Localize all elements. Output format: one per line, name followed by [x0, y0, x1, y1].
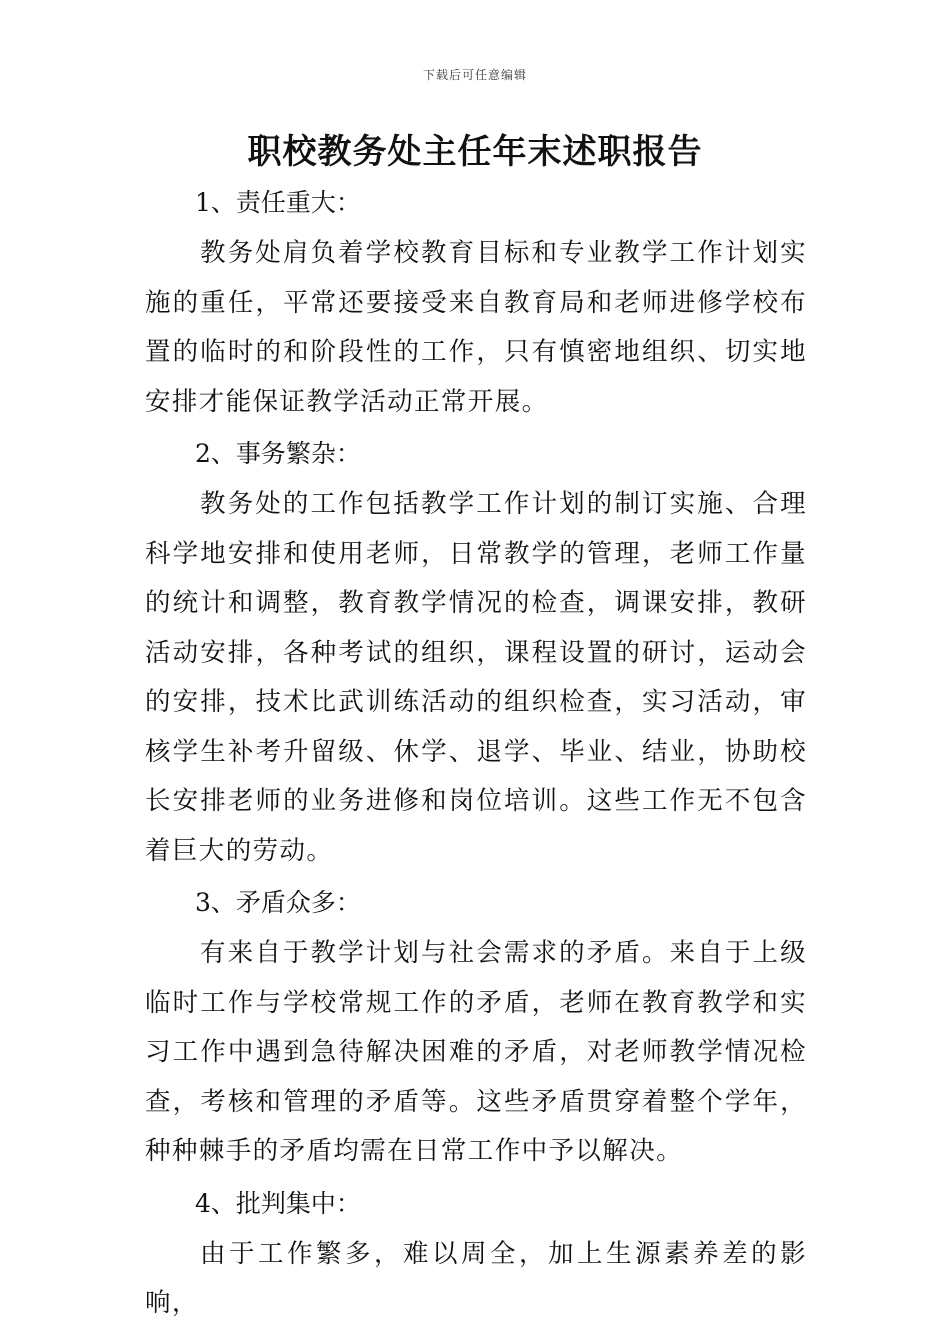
section-paragraph: 教务处的工作包括教学工作计划的制订实施、合理科学地安排和使用老师，日常教学的管理，老师工作量的统计和调整，教育教学情况的检查，调课安排，教研活动安排，各种考试的组织，课程设置的研讨，运动会的安排，技术比武训练活动的组织检查，实习活动，审核学生补考升留级、休学、退学、毕业、结业，协助校长安排老师的业务进修和岗位培训。这些工作无不包含着巨大的劳动。 — [145, 489, 807, 866]
section-paragraph: 教务处肩负着学校教育目标和专业教学工作计划实施的重任，平常还要接受来自教育局和老师进修学校布置的临时的和阶段性的工作，只有慎密地组织、切实地安排才能保证教学活动正常开展。 — [145, 238, 807, 417]
section-heading: 2、事务繁杂： — [195, 439, 361, 468]
document-body — [145, 178, 807, 1331]
section-paragraph: 由于工作繁多，难以周全，加上生源素养差的影响， — [145, 1238, 807, 1318]
section-heading: 4、批判集中： — [195, 1188, 361, 1218]
section-heading: 3、矛盾众多： — [195, 888, 361, 917]
section-heading: 1、责任重大： — [195, 188, 361, 217]
header-note: 下载后可任意编辑 — [422, 68, 527, 82]
section-paragraph: 有来自于教学计划与社会需求的矛盾。来自于上级临时工作与学校常规工作的矛盾，老师在教育教学和实习工作中遇到急待解决困难的矛盾，对老师教学情况检查，考核和管理的矛盾等。这些矛盾贯穿着整个学年，种种棘手的矛盾均需在日常工作中予以解决。 — [145, 938, 807, 1166]
document-title: 职校教务处主任年末述职报告 — [247, 132, 703, 172]
